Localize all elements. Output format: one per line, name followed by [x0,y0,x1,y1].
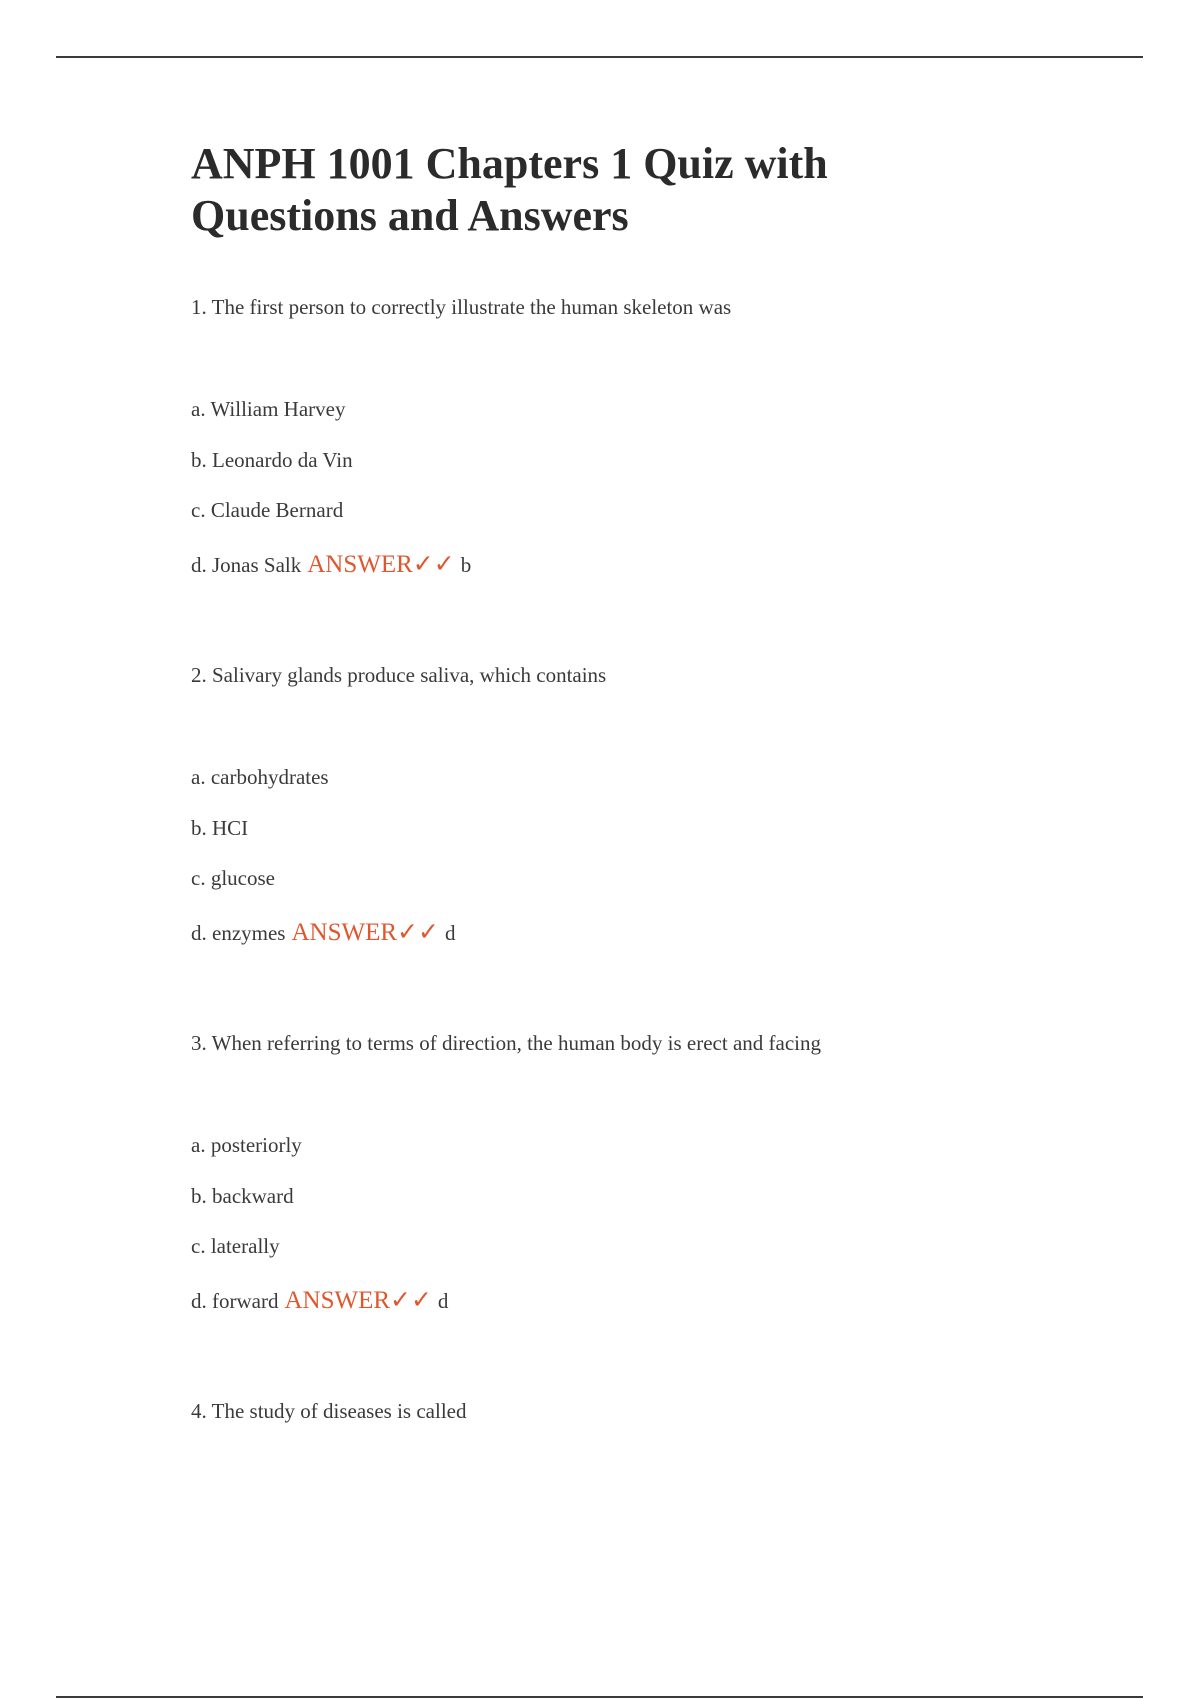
title-line-2: Questions and Answers [191,191,629,240]
document-title [191,138,1091,242]
answer-value: b [460,553,472,577]
answer-label: ANSWER✓✓ [291,919,439,946]
answer-label: ANSWER✓✓ [307,551,455,578]
option-d: d. forward [191,1289,279,1313]
answer-value: d [437,1289,449,1313]
option-d-row [191,552,471,578]
option-a: a. posteriorly [191,1133,302,1157]
option-d-row [191,1288,448,1314]
answer-value: d [444,921,456,945]
document-header [191,138,1091,242]
title-line-1: ANPH 1001 Chapters 1 Quiz with [191,139,828,188]
option-b: b. Leonardo da Vin [191,448,353,472]
bottom-rule [56,1696,1143,1698]
answer-label: ANSWER✓✓ [284,1287,432,1314]
option-c: c. laterally [191,1234,280,1258]
option-a: a. carbohydrates [191,765,329,789]
option-d: d. Jonas Salk [191,553,302,577]
option-c: c. glucose [191,866,275,890]
question-2 [191,662,1091,946]
question-text: 4. The study of diseases is called [191,1399,467,1423]
option-d: d. enzymes [191,921,286,945]
question-1 [191,294,1091,578]
option-b: b. backward [191,1184,294,1208]
option-c: c. Claude Bernard [191,498,344,522]
question-text: 1. The first person to correctly illustrate the human skeleton was [191,295,732,319]
top-rule [56,56,1143,58]
option-b: b. HCI [191,816,249,840]
option-a: a. William Harvey [191,397,346,421]
question-text: 3. When referring to terms of direction, the human body is erect and facing [191,1031,821,1055]
option-d-row [191,920,455,946]
question-text: 2. Salivary glands produce saliva, which contains [191,663,607,687]
question-4 [191,1398,1091,1424]
question-3 [191,1030,1091,1314]
